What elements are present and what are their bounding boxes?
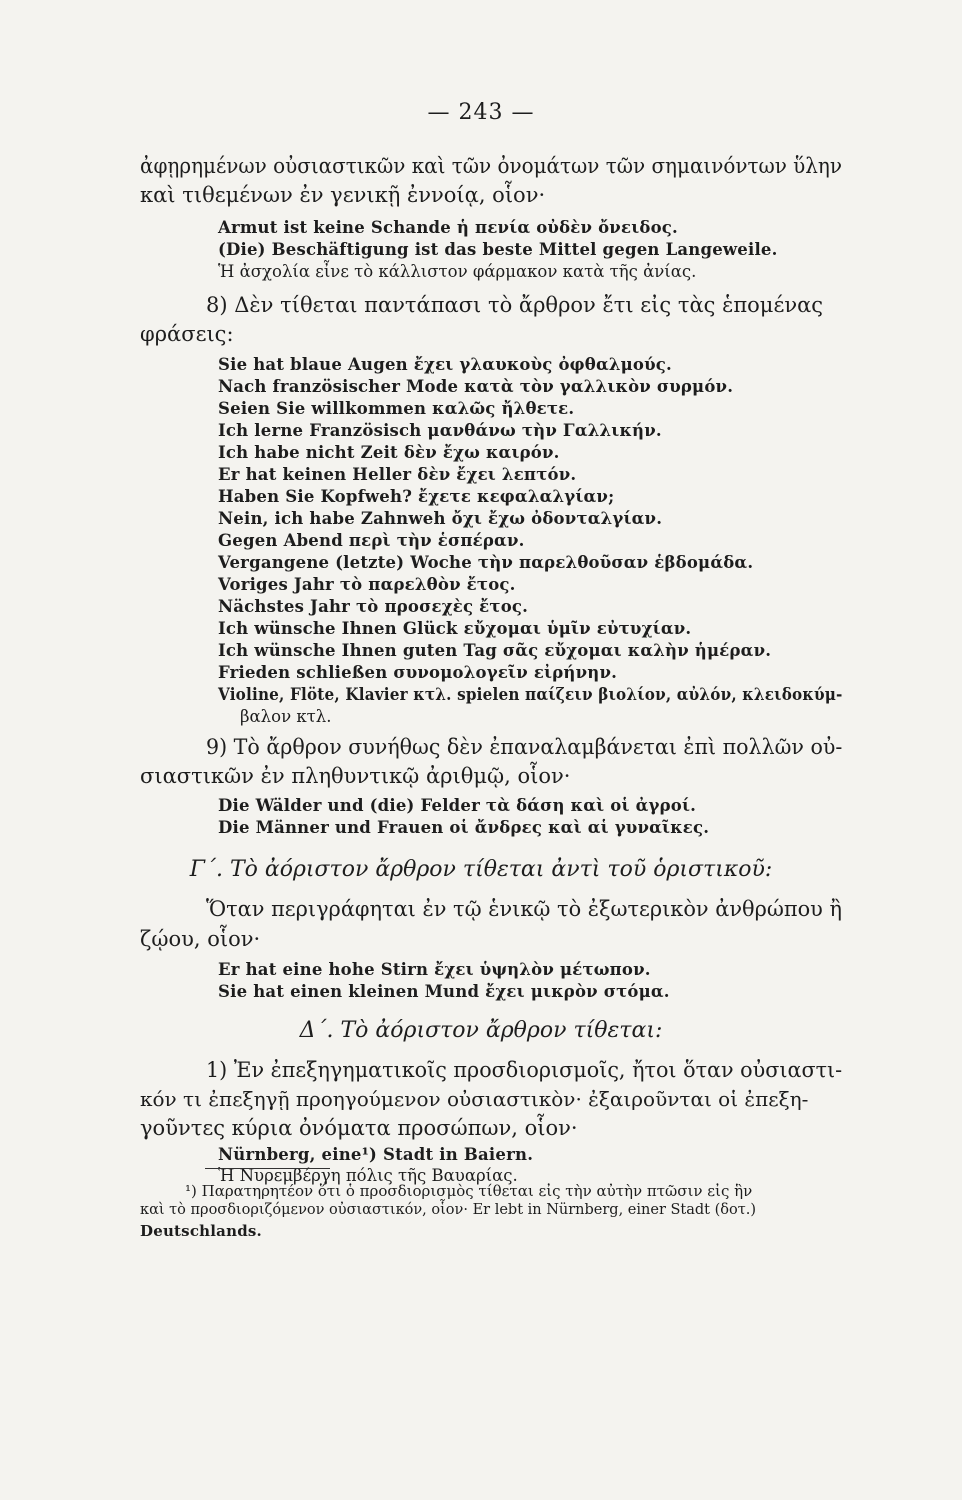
text-line: φράσεις: bbox=[140, 322, 234, 346]
example-line: Die Männer und Frauen οἱ ἄνδρες καὶ αἱ γυναῖκες. bbox=[218, 818, 710, 837]
example-line: Ich habe nicht Zeit δὲν ἔχω καιρόν. bbox=[218, 443, 560, 462]
example-line: (Die) Beschäftigung ist das beste Mittel gegen Langeweile. bbox=[218, 240, 778, 259]
example-line: Nürnberg, eine¹) Stadt in Baiern. bbox=[218, 1145, 534, 1164]
example-line: Seien Sie willkommen καλῶς ἤλθετε. bbox=[218, 399, 575, 418]
example-line: Ich lerne Französisch μανθάνω τὴν Γαλλικήν. bbox=[218, 421, 662, 440]
footnote-line: ¹) Παρατηρητέον ὅτι ὁ προσδιορισμὸς τίθεται εἰς τὴν αὐτὴν πτῶσιν εἰς ἣν bbox=[185, 1182, 753, 1200]
section-heading-gamma: Γ΄. Τὸ ἀόριστον ἄρθρον τίθεται ἀντὶ τοῦ ὁριστικοῦ: bbox=[189, 857, 773, 882]
text-line: κόν τι ἐπεξηγῇ προηγούμενον οὐσιαστικὸν· ἐξαιροῦνται οἱ ἐπεξη- bbox=[140, 1087, 809, 1111]
section-heading-9: 9) Τὸ ἄρθρον συνήθως δὲν ἐπαναλαμβάνεται ἐπὶ πολλῶν οὐ- bbox=[206, 735, 843, 759]
example-line: Vergangene (letzte) Woche τὴν παρελθοῦσαν ἑβδομάδα. bbox=[218, 553, 754, 572]
example-line: Nächstes Jahr τὸ προσεχὲς ἔτος. bbox=[218, 597, 529, 616]
text-line: 1) Ἐν ἐπεξηγηματικοῖς προσδιορισμοῖς, ἤτοι ὅταν οὐσιαστι- bbox=[206, 1058, 843, 1082]
example-line: Sie hat einen kleinen Mund ἔχει μικρὸν στόμα. bbox=[218, 982, 670, 1001]
example-line: Er hat eine hohe Stirn ἔχει ὑψηλὸν μέτωπον. bbox=[218, 960, 651, 979]
example-line: Nach französischer Mode κατὰ τὸν γαλλικὸν συρμόν. bbox=[218, 377, 734, 396]
example-line: Sie hat blaue Augen ἔχει γλαυκοὺς ὀφθαλμούς. bbox=[218, 355, 672, 374]
example-line: Voriges Jahr τὸ παρελθὸν ἔτος. bbox=[218, 575, 516, 594]
text-line: Ὅταν περιγράφηται ἐν τῷ ἑνικῷ τὸ ἐξωτερικὸν ἀνθρώπου ἢ bbox=[206, 897, 843, 921]
example-line: Violine, Flöte, Klavier κτλ. spielen παίζειν βιολίον, αὐλόν, κλειδοκύμ- bbox=[218, 685, 843, 704]
section-heading-delta: Δ΄. Τὸ ἀόριστον ἄρθρον τίθεται: bbox=[299, 1018, 663, 1043]
text-line: ζῴου, οἷον· bbox=[140, 927, 261, 951]
example-line: Die Wälder und (die) Felder τὰ δάση καὶ οἱ ἀγροί. bbox=[218, 796, 697, 815]
example-line: Frieden schließen συνομολογεῖν εἰρήνην. bbox=[218, 663, 618, 682]
example-line: Er hat keinen Heller δὲν ἔχει λεπτόν. bbox=[218, 465, 577, 484]
footnote-rule bbox=[205, 1168, 330, 1169]
text-line: γοῦντες κύρια ὀνόματα προσώπων, οἷον· bbox=[140, 1116, 578, 1140]
text-line: καὶ τιθεμένων ἐν γενικῇ ἐννοίᾳ, οἷον· bbox=[140, 183, 546, 207]
example-line: Gegen Abend περὶ τὴν ἑσπέραν. bbox=[218, 531, 525, 550]
example-line: Armut ist keine Schande ἡ πενία οὐδὲν ὄνειδος. bbox=[218, 218, 678, 237]
footnote-line: καὶ τὸ προσδιοριζόμενον οὐσιαστικόν, οἷον· Er lebt in Nürnberg, einer Stadt (δοτ.) bbox=[140, 1202, 757, 1218]
text-line: ἀφῃρημένων οὐσιαστικῶν καὶ τῶν ὀνομάτων τῶν σημαινόντων ὕλην bbox=[140, 154, 842, 178]
example-line: Haben Sie Kopfweh? ἔχετε κεφαλαλγίαν; bbox=[218, 487, 615, 506]
text-line: σιαστικῶν ἐν πληθυντικῷ ἀριθμῷ, οἷον· bbox=[140, 764, 571, 788]
footnote-line: Deutschlands. bbox=[140, 1222, 262, 1240]
section-heading-8: 8) Δὲν τίθεται παντάπασι τὸ ἄρθρον ἔτι εἰς τὰς ἑπομένας bbox=[206, 293, 824, 317]
example-line: Nein, ich habe Zahnweh ὄχι ἔχω ὀδονταλγίαν. bbox=[218, 509, 663, 528]
page-number: — 243 — bbox=[427, 100, 535, 125]
example-line: Ich wünsche Ihnen Glück εὔχομαι ὑμῖν εὐτυχίαν. bbox=[218, 619, 692, 638]
example-line: Ἡ Νυρεμβέργη πόλις τῆς Βαυαρίας. bbox=[218, 1166, 518, 1185]
example-line: βαλον κτλ. bbox=[240, 707, 332, 726]
example-line: Ἡ ἀσχολία εἶνε τὸ κάλλιστον φάρμακον κατὰ τῆς ἀνίας. bbox=[218, 262, 697, 281]
example-line: Ich wünsche Ihnen guten Tag σᾶς εὔχομαι καλὴν ἡμέραν. bbox=[218, 641, 772, 660]
